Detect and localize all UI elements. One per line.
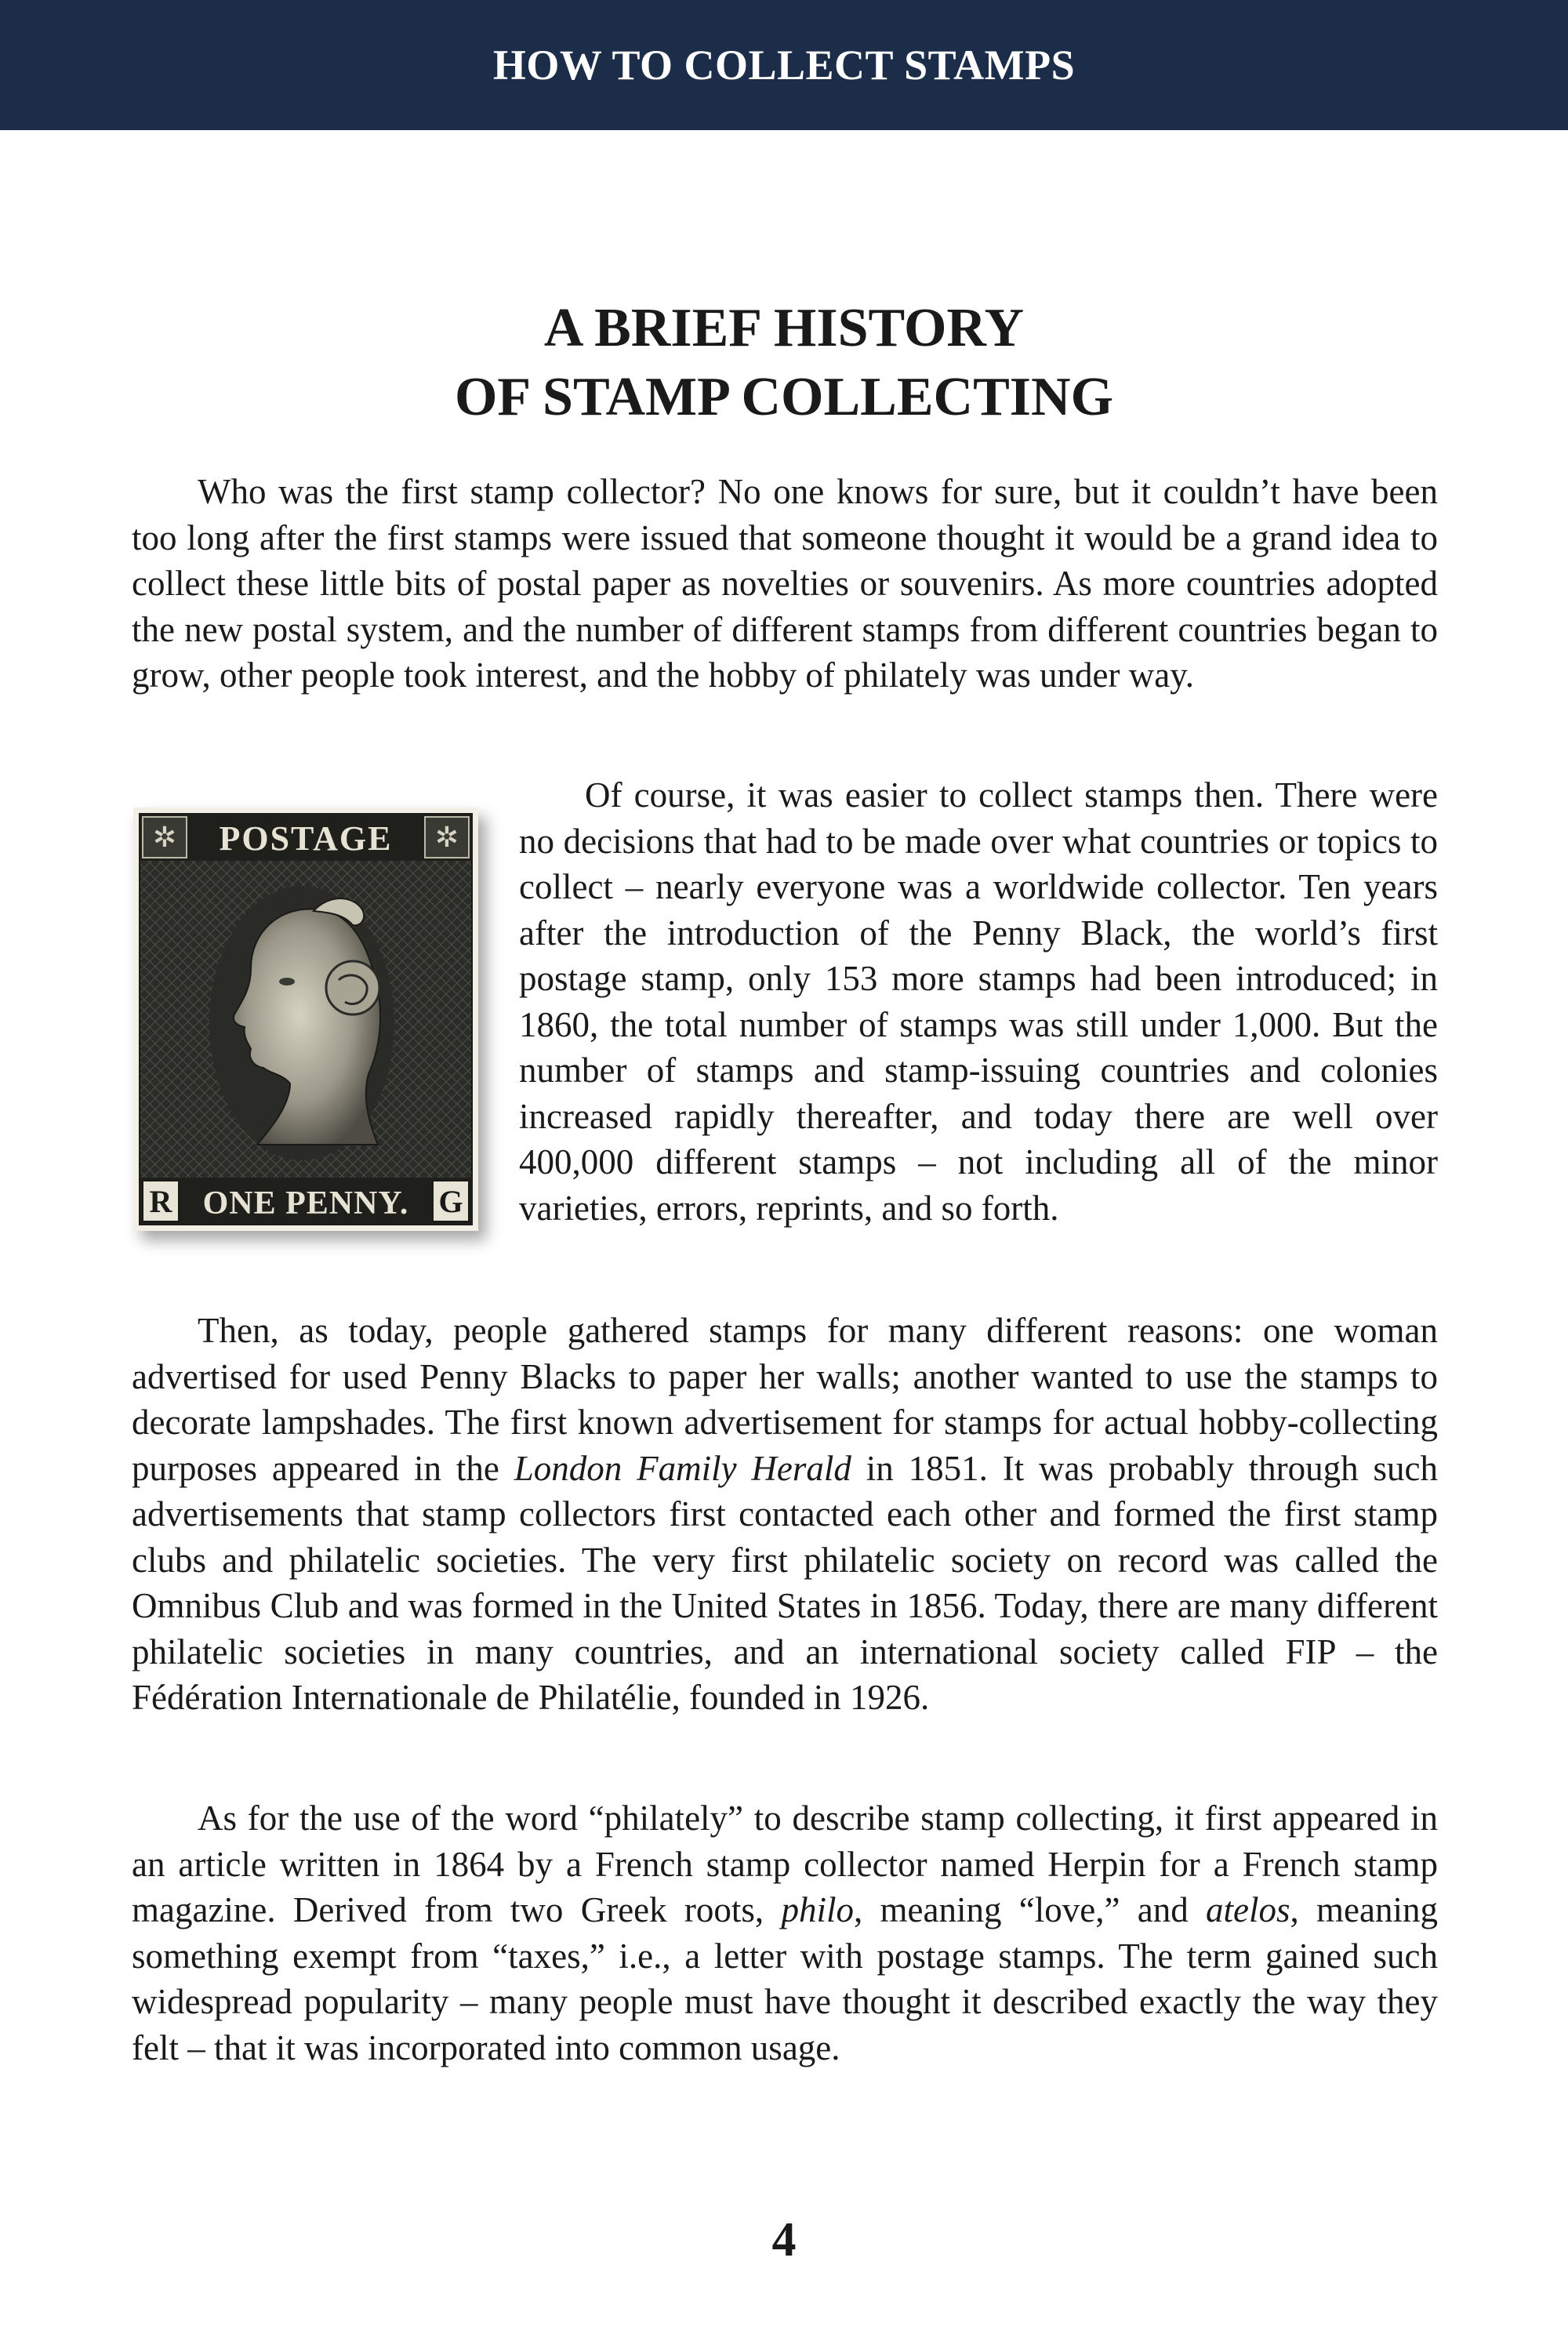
header-title: HOW TO COLLECT STAMPS xyxy=(492,42,1076,89)
paragraph-3-part-1: Then, as today, people gathered stamps for many different reasons: one woman advertised for used Penny Blacks to paper her walls; another wanted to use the stamps to decorate lampshades. The first known advertisement for stamps for actual hobby-collecting purposes appeared in the xyxy=(132,1311,1438,1488)
page-number: 4 xyxy=(771,2213,797,2267)
stamp-corner-right: G xyxy=(438,1184,463,1219)
paragraph-4 xyxy=(132,1795,1438,2071)
paragraph-4-part-3: , meaning something exempt from “taxes,” i.e., a letter with postage stamps. The term gained such widespread popularity – many people must have thought it described exactly the way they felt – that it was incorporated into common usage. xyxy=(132,1890,1439,2067)
paragraph-4-italic-philo: philo xyxy=(781,1890,854,1929)
paragraph-2 xyxy=(519,772,1438,1231)
paragraph-4-part-1: As for the use of the word “philately” to describe stamp collecting, it first appeared in an article written in 1864 by a French stamp collector named Herpin for a French stamp magazine. Derived from two Greek roots, xyxy=(132,1798,1438,1929)
paragraph-4-part-2: , meaning “love,” and xyxy=(854,1890,1207,1929)
page-title xyxy=(0,294,1568,432)
stamp-bottom-label: ONE PENNY. xyxy=(202,1185,409,1221)
stamp-corner-left: R xyxy=(149,1184,172,1219)
stamp-top-label: POSTAGE xyxy=(219,819,393,858)
paragraph-2-text: Of course, it was easier to collect stamps then. There were no decisions that had to be made over what countries or topics to collect – nearly everyone was a worldwide collector. Ten years after the introduction of the Penny Black, the world’s first postage stamp, only 153 more stamps had been introduced; in 1860, the total number of stamps was still under 1,000. But the number of stamps and stamp-issuing countries and colonies increased rapidly thereafter, and today there are well over 400,000 different stamps – not including all of the minor varieties, errors, reprints, and so forth. xyxy=(519,775,1438,1228)
page-title-line-1: A BRIEF HISTORY xyxy=(543,298,1025,358)
penny-black-stamp-svg xyxy=(133,808,478,1231)
paragraph-4-italic-atelos: atelos xyxy=(1206,1890,1290,1929)
paragraph-3-text xyxy=(132,1308,1438,1721)
paragraph-3 xyxy=(132,1308,1438,1721)
paragraph-1-text: Who was the first stamp collector? No one knows for sure, but it couldn’t have been too long after the first stamps were issued that someone thought it would be a grand idea to collect these little bits of postal paper as novelties or souvenirs. As more countries adopted the new postal system, and the number of different stamps from different countries began to grow, other people took interest, and the hobby of philately was under way. xyxy=(132,472,1438,695)
paragraph-3-italic-publication: London Family Herald xyxy=(514,1448,851,1488)
paragraph-3-part-2: in 1851. It was probably through such advertisements that stamp collectors first contacted each other and formed the first stamp clubs and philatelic societies. The very first philatelic society on record was called the Omnibus Club and was formed in the United States in 1856. Today, there are many different philatelic societies in many countries, and an international society called FIP – the Fédération Internationale de Philatélie, founded in 1926. xyxy=(132,1448,1438,1717)
penny-black-stamp-image xyxy=(133,808,478,1231)
paragraph-4-text xyxy=(132,1795,1438,2071)
svg-text:✲: ✲ xyxy=(434,822,459,853)
paragraph-1 xyxy=(132,469,1438,699)
header-bar xyxy=(0,0,1568,130)
page-title-line-2: OF STAMP COLLECTING xyxy=(454,367,1114,427)
svg-text:✲: ✲ xyxy=(152,822,177,853)
